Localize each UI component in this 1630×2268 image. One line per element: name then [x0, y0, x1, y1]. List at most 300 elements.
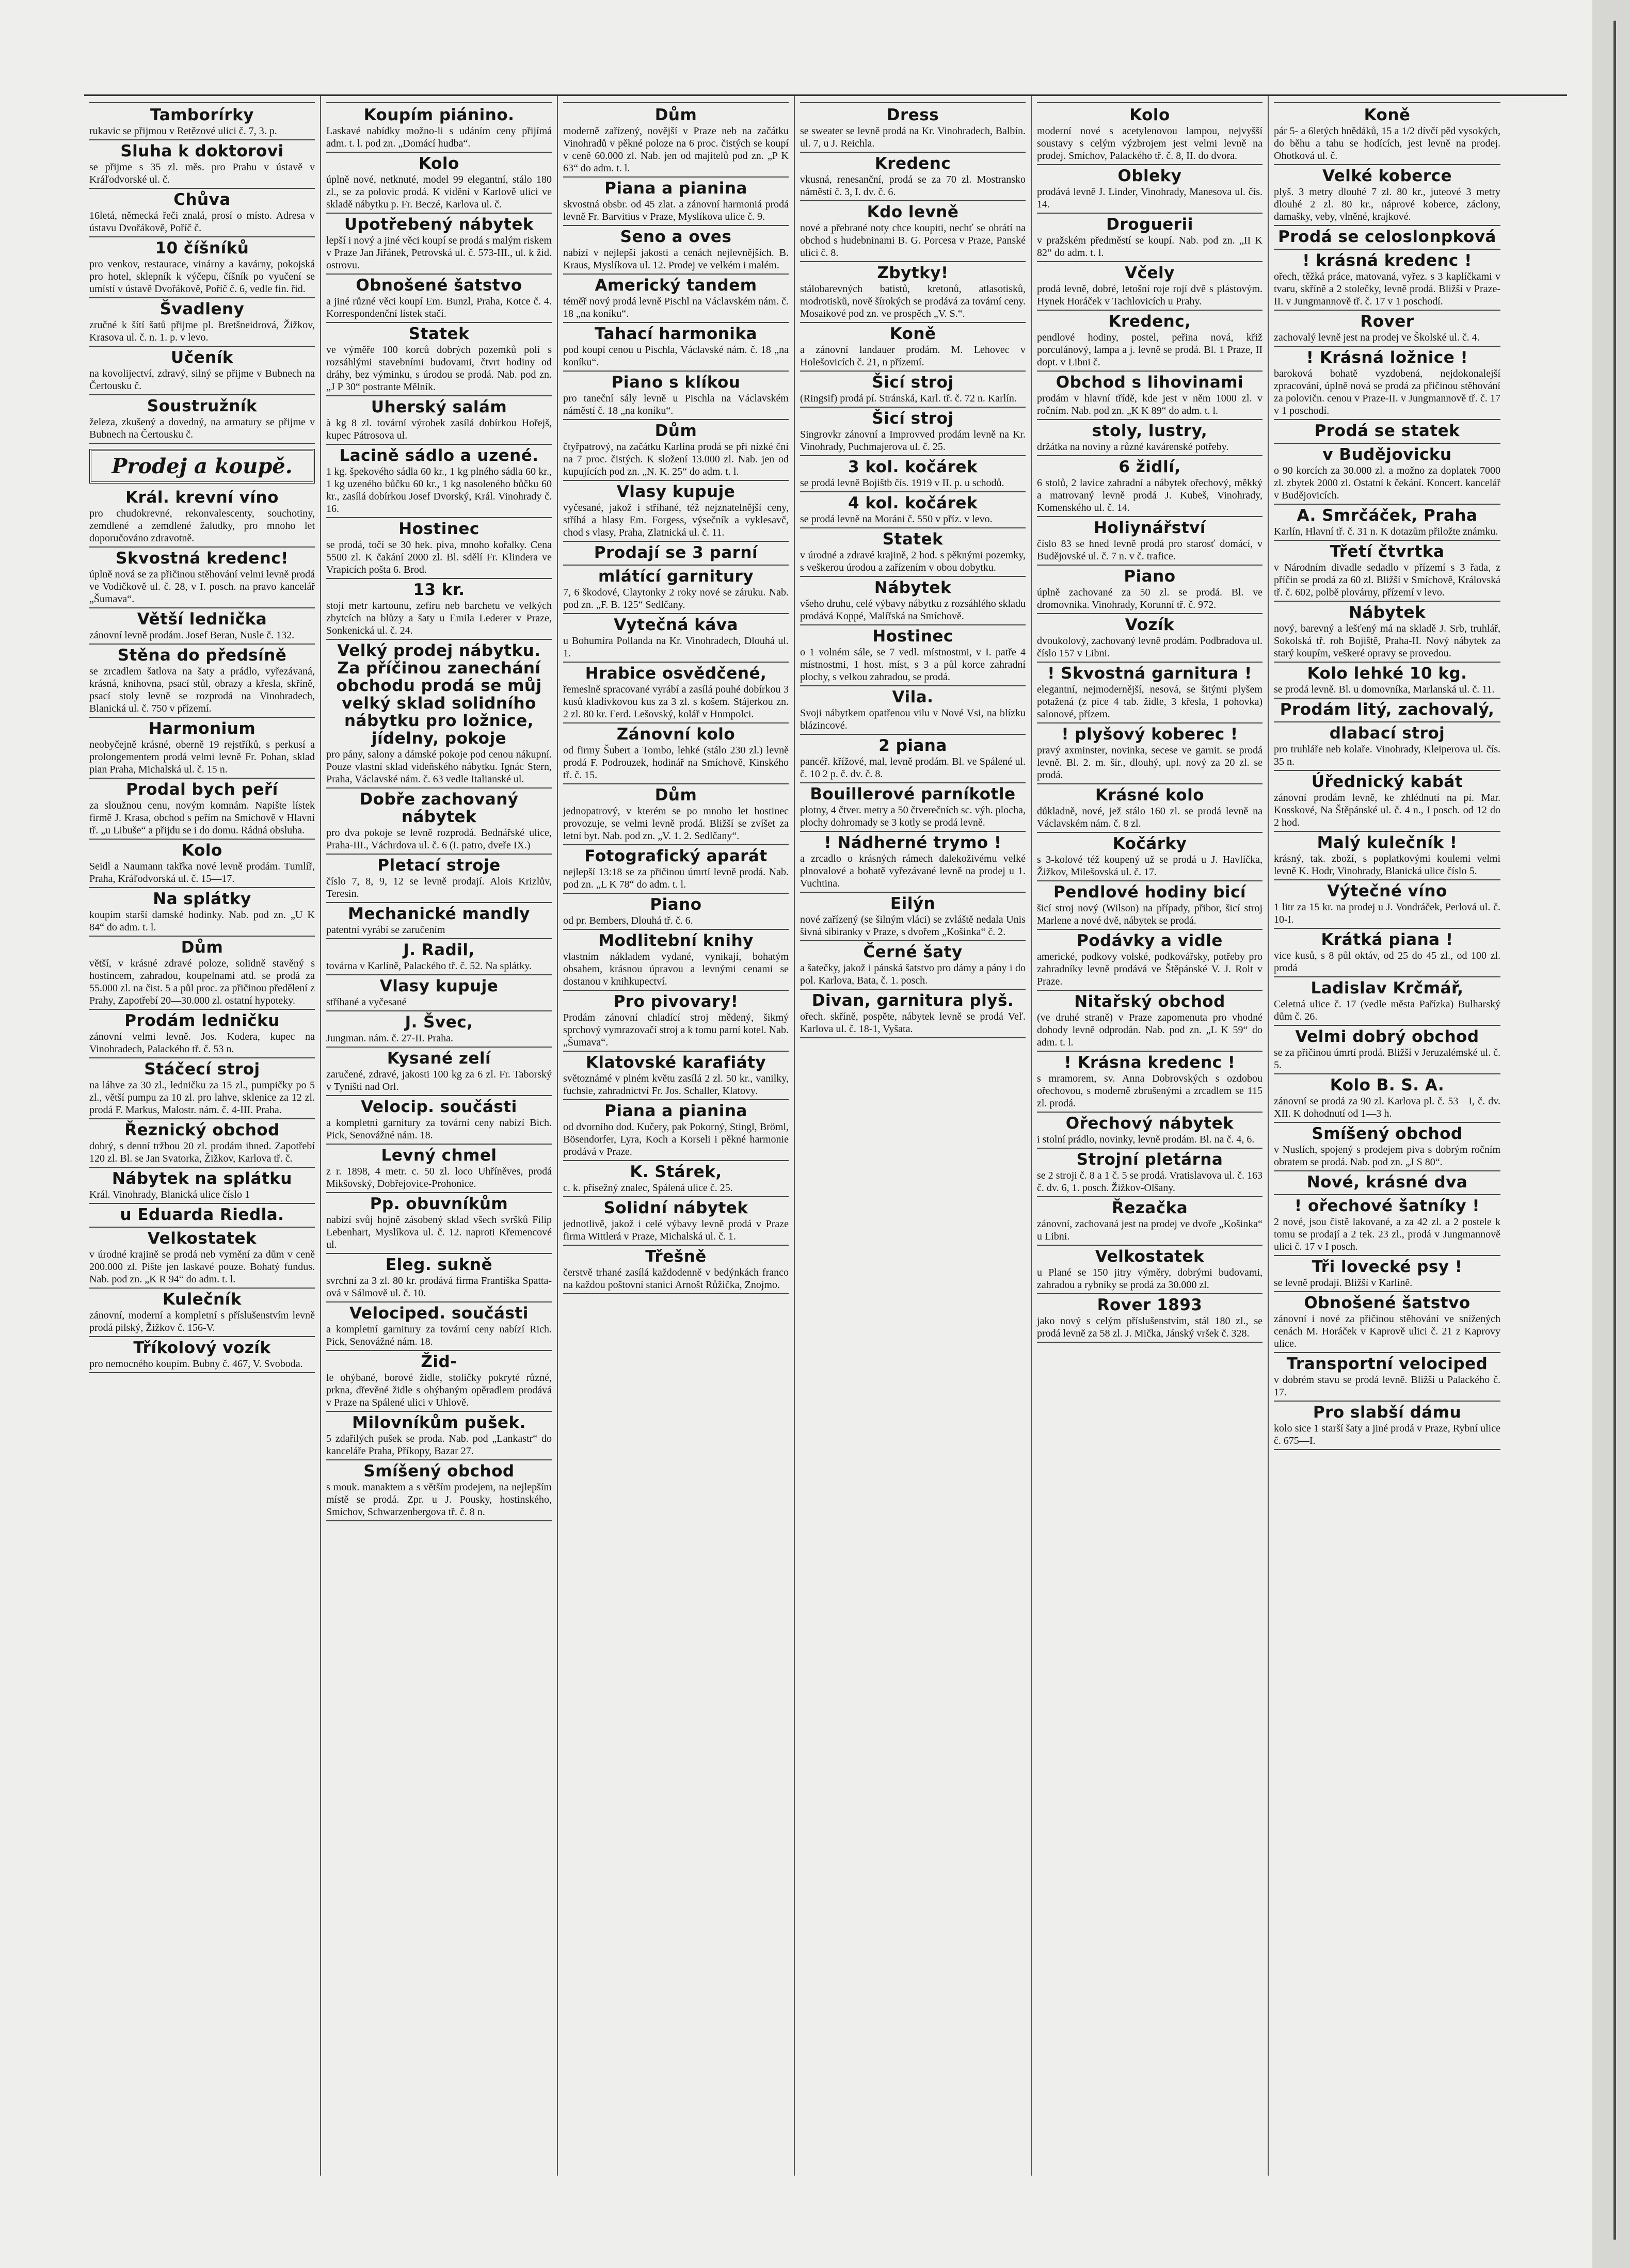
- ad-text: Jungman. nám. č. 27-II. Praha.: [326, 1033, 454, 1044]
- ad-heading: Hostinec: [398, 520, 480, 538]
- classified-ad: [563, 896, 789, 930]
- ad-heading: Statek: [408, 325, 470, 343]
- ad-heading: Americký tandem: [595, 276, 757, 295]
- classified-ad: [563, 993, 789, 1052]
- classified-ad: [563, 180, 789, 226]
- ad-text: čerstvě trhané zasílá každodenně v bedýnkách franco na každou poštovní stanici Arnošt Růžička, Znojmo.: [563, 1267, 789, 1291]
- classified-ad: [563, 325, 789, 372]
- classified-ad: [1274, 507, 1500, 541]
- classified-ad: [1274, 252, 1500, 311]
- ad-text: pro pány, salony a dámské pokoje pod cenou nákupní. Pouze vlastní sklad videňského nábytku. Ignác Stern, Praha, Václavské nám. č. 63 vedle Italianské ul.: [326, 749, 552, 785]
- ad-text: o 1 volném sále, se 7 vedl. místnostmi, v I. patře 4 místnostmi, 1 host. míst, s 3 a půl korce zahradní plochy, s velkou zahradou, se prodá.: [800, 647, 1026, 683]
- ad-text: lepší i nový a jiné věci koupí se prodá s malým riskem v Praze Jan Jiřánek, Petrovská ul. č. 573-III., ul. k žid. ostrovu.: [326, 235, 552, 271]
- ad-heading: v Budějovicku: [1322, 445, 1452, 464]
- classified-ad: [326, 520, 552, 579]
- ad-heading: Bouillerové parníkotle: [810, 785, 1016, 803]
- classified-ad: [1274, 701, 1500, 722]
- ad-text: vyčesané, jakož i stříhané, též nejznatelnější ceny, stříhá a hlasy Em. Forgess, výsečník a vyklesavč, chod s vlasy, Praha, Zlatnická ul. č. 11.: [563, 502, 789, 538]
- ad-text: nabízí svůj hojně zásobený sklad všech svršků Filip Lebenhart, Myslíkova ul. č. 12. naproti Křemencové ul.: [326, 1214, 552, 1250]
- ad-heading: Tamborírky: [150, 106, 254, 124]
- column-3-ads: [563, 106, 789, 1294]
- ad-text: Singrovkr zánovní a Improvved prodám levně na Kr. Vinohrady, Puchmajerova ul. č. 25.: [800, 429, 1026, 453]
- classified-ad: [800, 458, 1026, 492]
- ad-heading: Kolo B. S. A.: [1330, 1076, 1445, 1095]
- ad-text: elegantní, nejmodernější, nesová, se šitými plyšem potažená (z pice 4 tab. židle, 3 křesla, 1 pohovka) salonové, přízem.: [1037, 684, 1263, 720]
- ad-heading: Velmi dobrý obchod: [1295, 1027, 1479, 1046]
- ad-text: a zrcadlo o krásných rámech dalekoživému velké plnovalové a bohatě vyřezávané levně na prodej u 1. Vuchtina.: [800, 853, 1026, 889]
- ad-text: z r. 1898, 4 metr. c. 50 zl. loco Uhříněves, prodá Mikšovský, Dobřejovice-Prohonice.: [326, 1166, 552, 1189]
- ad-heading: Pendlové hodiny bicí: [1053, 883, 1247, 902]
- classified-ad: [89, 142, 315, 189]
- ad-text: Král. Vinohrady, Blanická ulice číslo 1: [89, 1189, 250, 1200]
- ad-text: od firmy Šubert a Tombo, lehké (stálo 230 zl.) levně prodá F. Podrouzek, hodinář na Smíchově, Kinského tř. č. 15.: [563, 745, 789, 781]
- ad-heading: Obnošené šatstvo: [356, 276, 522, 295]
- classified-ad: [1274, 773, 1500, 832]
- ad-heading: Prodají se 3 parní: [594, 543, 758, 562]
- ad-heading: Modlitební knihy: [598, 931, 754, 950]
- page-edge-rule: [1613, 21, 1616, 2240]
- ad-heading: Zbytky!: [877, 264, 949, 282]
- classified-ad: [89, 349, 315, 395]
- ad-heading: Šicí stroj: [872, 409, 954, 428]
- classified-ad: [1037, 1296, 1263, 1343]
- ad-text: plotny, 4 čtver. metry a 50 čtverečních sc. výh. plocha, plochy dohromady se 3 kotly se prodá levně.: [800, 805, 1026, 828]
- ad-text: úplně nová se za přičinou stěhování velmi levně prodá ve Vodičkově ul. č. 28, v I. posch. na pravo kancelář „Šumava“.: [89, 569, 315, 605]
- ad-heading: Upotřebený nábytek: [344, 215, 534, 234]
- ad-heading: Řeznický obchod: [124, 1121, 280, 1139]
- classified-ad: [1274, 446, 1500, 505]
- classified-ad: [326, 791, 552, 855]
- ad-heading: 6 židlí,: [1118, 458, 1181, 476]
- ad-text: pro dva pokoje se levně rozprodá. Bednářské ulice, Praha-III., Váchrdova ul. č. 6 (I. patro, dveře IX.): [326, 827, 552, 851]
- ad-heading: Dům: [654, 786, 697, 805]
- ad-text: světoznámé v plném květu zasílá 2 zl. 50 kr., vanilky, fuchsie, zahradnictví Fr. Jos. Schaller, Klatovy.: [563, 1073, 789, 1097]
- classified-ad: [89, 781, 315, 840]
- classified-ad: [800, 688, 1026, 735]
- classified-ad: [326, 325, 552, 396]
- ad-heading: Koně: [889, 325, 936, 343]
- column-header-rule: [1037, 96, 1263, 103]
- classified-ad: [800, 579, 1026, 625]
- ad-heading: Tříkolový vozík: [133, 1339, 271, 1357]
- classified-ad: [1037, 264, 1263, 311]
- classified-ad: [89, 1291, 315, 1337]
- ad-text: v úrodné krajině se prodá neb vymění za dům v ceně 200.000 zl. Pište jen laskavé pouze. Bohatý fundus. Nab. pod zn. „K R 94“ do adm. t. l.: [89, 1249, 315, 1285]
- ad-heading: 3 kol. kočárek: [848, 458, 978, 476]
- ad-heading: Piana a pianina: [604, 1102, 747, 1120]
- classified-ad: [1037, 993, 1263, 1052]
- ad-heading: Vlasy kupuje: [616, 482, 736, 501]
- ad-heading: K. Stárek,: [630, 1163, 722, 1181]
- ad-text: od dvorního dod. Kučery, pak Pokorný, Stingl, Bröml, Bösendorfer, Lyra, Koch a Korseli i pěkné harmonie prodává v Praze.: [563, 1121, 789, 1157]
- classified-ad: [1274, 1125, 1500, 1171]
- classified-ad: [1037, 1151, 1263, 1197]
- ad-text: zánovní i nové za přičinou stěhování ve snížených cenách M. Horáček v Kaprově ulici č. 21 z Kaprovy ulice.: [1274, 1313, 1500, 1349]
- ad-text: od pr. Bembers, Dlouhá tř. č. 6.: [563, 915, 693, 926]
- ad-heading: Krásné kolo: [1095, 786, 1205, 805]
- classified-ad: [1037, 458, 1263, 517]
- ad-text: nový, barevný a lešťený má na skladě J. Srb, truhlář, Sokolská tř. roh Bojiště, Praha-II. Nový nábytek za starý koupím, veškeré opravy se provedou.: [1274, 623, 1500, 659]
- ad-heading: Solidní nábytek: [603, 1199, 748, 1217]
- classified-ad: [563, 616, 789, 663]
- ad-text: 2 nové, jsou čistě lakované, a za 42 zl. a 2 postele k tomu se prodají a 2 tek. 23 zl., prodá v Jungmannově ulici č. 17 v I posch.: [1274, 1216, 1500, 1252]
- ad-heading: Malý kulečník !: [1317, 833, 1458, 852]
- classified-ad: [89, 1012, 315, 1058]
- ad-heading: mlátící garnitury: [598, 567, 754, 586]
- classified-ad: [326, 106, 552, 153]
- ad-text: v dobrém stavu se prodá levně. Bližší u Palackého č. 17.: [1274, 1374, 1500, 1398]
- ad-heading: Řezačka: [1111, 1199, 1188, 1217]
- ad-text: 5 zdařilých pušek se proda. Nab. pod „Lankastr“ do kanceláře Praha, Příkopy, Bazar 27.: [326, 1433, 552, 1457]
- ad-heading: Zánovní kolo: [616, 725, 736, 744]
- classified-ad: [1037, 616, 1263, 663]
- classified-ad: [800, 374, 1026, 408]
- classifieds-grid: [84, 94, 1567, 2176]
- ad-heading: Divan, garnitura plyš.: [811, 991, 1014, 1010]
- classified-ad: [1274, 1294, 1500, 1353]
- classified-ad: [89, 890, 315, 937]
- ad-text: téměř nový prodá levně Pischl na Václavském nám. č. 18 „na koníku“.: [563, 296, 789, 319]
- ad-heading: 13 kr.: [413, 581, 465, 599]
- ad-text: v Národním divadle sedadlo v přízemí s 3 řada, z příčin se prodá za 60 zl. Bližší v Smíchově, Královská tř. č. 602, polbě plovárny, přízemí v levo.: [1274, 562, 1500, 598]
- classified-ad: [89, 842, 315, 888]
- classified-ad: [326, 1147, 552, 1193]
- ad-heading: Transportní velociped: [1286, 1355, 1488, 1373]
- classified-ad: [800, 895, 1026, 941]
- classified-ad: [1037, 422, 1263, 456]
- ad-text: se prodá, točí se 30 hek. piva, mnoho kořalky. Cena 5500 zl. K čakání 2000 zl. Bl. sdělí Fr. Klindera ve Vrapicích pošta 6. Brod.: [326, 539, 552, 575]
- ad-text: držátka na noviny a různé kavárenské potřeby.: [1037, 441, 1229, 453]
- ad-heading: Rover: [1360, 312, 1414, 331]
- classified-ad: [1037, 1199, 1263, 1246]
- ad-heading: Kočárky: [1112, 834, 1187, 853]
- column-header-rule: [1274, 96, 1500, 103]
- ad-heading: Chůva: [173, 190, 231, 209]
- ad-heading: Velocip. součásti: [361, 1098, 517, 1116]
- ad-heading: Koně: [1364, 106, 1411, 124]
- ad-text: baroková bohatě vyzdobená, nejdokonalejší zpracování, úplně nová se prodá za přičinou stěhování za polovičn. cenou v Praze-II. v Jungmannově tř. č. 17 v 1 poschodí.: [1274, 368, 1500, 416]
- ad-text: zánovní velmi levně. Jos. Kodera, kupec na Vinohradech, Palackého tř. č. 53 n.: [89, 1031, 315, 1055]
- ad-text: a kompletní garnitury za tovární ceny nabízí Rich. Pick, Senovážné nám. 18.: [326, 1324, 552, 1347]
- ad-heading: Nové, krásné dva: [1306, 1173, 1468, 1192]
- ad-heading: Koupím piánino.: [363, 106, 515, 124]
- ad-heading: ! Krásná ložnice !: [1306, 348, 1468, 367]
- ad-text: a jiné různé věci koupí Em. Bunzl, Praha, Kotce č. 4. Korrespondenční lístek stačí.: [326, 296, 552, 319]
- ad-text: úplně zachované za 50 zl. se prodá. Bl. ve dromovnika. Vinohrady, Korunní tř. č. 972.: [1037, 587, 1263, 610]
- classified-ad: [326, 642, 552, 789]
- classified-ad: [1037, 167, 1263, 214]
- classified-ad: [89, 647, 315, 718]
- classified-ad: [563, 786, 789, 845]
- ad-text: zánovní, moderní a kompletní s příslušenstvím levně prodá pilský, Žižkov č. 156-V.: [89, 1310, 315, 1333]
- ad-text: skvostná obsbr. od 45 zlat. a zánovní harmoniá prodá levně Fr. Barvitius v Praze, Myslíkova ulice č. 9.: [563, 199, 789, 222]
- classified-ad: [1274, 979, 1500, 1026]
- classified-ad: [1037, 726, 1263, 784]
- ad-text: pro taneční sály levně u Pischla na Václavském náměstí č. 18 „na koníku“.: [563, 393, 789, 416]
- classified-ad: [1274, 1258, 1500, 1292]
- ad-heading: Kolo lehké 10 kg.: [1307, 664, 1467, 683]
- ad-heading: Dress: [886, 106, 939, 124]
- classified-ad: [1037, 786, 1263, 833]
- classified-ad: [1274, 106, 1500, 165]
- column-6: [1269, 96, 1506, 2176]
- classified-ad: [326, 1014, 552, 1048]
- ad-heading: Černé šaty: [863, 943, 963, 961]
- classified-ad: [326, 1414, 552, 1460]
- ad-heading: J. Švec,: [405, 1013, 473, 1032]
- ad-text: zaručené, zdravé, jakosti 100 kg za 6 zl. Fr. Taborský v Tyništi nad Orl.: [326, 1069, 552, 1092]
- column-1-ads: [89, 106, 315, 444]
- classified-ad: [1037, 106, 1263, 165]
- page-edge-margin: [1592, 0, 1630, 2268]
- classified-ad: [1274, 1355, 1500, 1402]
- ad-heading: Strojní pletárna: [1076, 1150, 1223, 1169]
- column-4-ads: [800, 106, 1026, 1038]
- classified-ad: [800, 264, 1026, 323]
- classified-ad: [89, 300, 315, 347]
- classified-ad: [800, 410, 1026, 456]
- classified-ad: [1274, 422, 1500, 444]
- ad-text: se prodá levně na Moráni č. 550 v příz. v levo.: [800, 513, 993, 525]
- column-5: [1032, 96, 1269, 2176]
- ad-heading: Hostinec: [872, 627, 953, 646]
- classified-ad: [326, 941, 552, 975]
- ad-heading: Piano: [1124, 567, 1176, 586]
- ad-heading: dlabací stroj: [1329, 724, 1445, 743]
- ad-heading: Prodal bych peří: [126, 780, 278, 799]
- ad-text: řemeslně spracované vyrábí a zasílá pouhé dobírkou 3 kusů kladívkovou kus za 3 zl. s košem. Stájerkou zn. 2 zl. 80 kr. Ferd. Lešovský, kolář v Hnmpolci.: [563, 684, 789, 720]
- ad-text: čtyřpatrový, na začátku Karlína prodá se při nízké ční na 7 proc. čistých. K složení 13.000 zl. Nab. jen od kupujících pod zn. „N. K. 25“ do adm. t. l.: [563, 441, 789, 477]
- ad-heading: ! krásná kredenc !: [1302, 251, 1472, 270]
- ad-text: jako nový s celým příslušenstvím, stál 180 zl., se prodá levně za 58 zl. J. Mička, Jánský vršek č. 328.: [1037, 1315, 1263, 1339]
- ad-heading: Tahací harmonika: [595, 325, 757, 343]
- ad-heading: Kolo: [1129, 106, 1170, 124]
- ad-heading: Pp. obuvníkům: [370, 1195, 508, 1213]
- classified-ad: [1274, 1076, 1500, 1123]
- ad-text: krásný, tak. zboží, s poplatkovými koulemi velmi levně K. Hodr, Vinohrady, Blanická ulice číslo 5.: [1274, 853, 1500, 877]
- ad-text: a zánovní landauer prodám. M. Lehovec v Holešovicích č. 21, n přízemí.: [800, 344, 1026, 368]
- ad-text: pro nemocného koupím. Bubny č. 467, V. Svoboda.: [89, 1358, 303, 1370]
- classified-ad: [326, 1195, 552, 1254]
- classified-ad: [1037, 216, 1263, 262]
- ad-heading: Nábytek: [1348, 603, 1426, 622]
- classified-ad: [326, 857, 552, 903]
- ad-heading: Obnošené šatstvo: [1304, 1294, 1471, 1312]
- ad-text: prodává levně J. Linder, Vinohrady, Manesova ul. čís. 14.: [1037, 186, 1263, 210]
- column-4: [795, 96, 1032, 2176]
- ad-heading: u Eduarda Riedla.: [120, 1205, 284, 1224]
- ad-heading: J. Radil,: [403, 941, 475, 959]
- ad-heading: Kolo: [182, 841, 222, 860]
- ad-text: ořech. skříně, pospěte, nábytek levně se prodá Veľ. Karlova ul. č. 18-1, Vyšata.: [800, 1011, 1026, 1035]
- classified-ad: [89, 239, 315, 298]
- classified-ad: [326, 1050, 552, 1096]
- ad-heading: Dům: [181, 938, 223, 957]
- column-header-rule: [800, 96, 1026, 103]
- ad-text: Prodám zánovní chladící stroj mědený, šikmý sprchový vymrazovačí stroj a k tomu parní kotel. Nab. „Šumava“.: [563, 1012, 789, 1048]
- ad-heading: Droguerii: [1106, 215, 1193, 234]
- ad-heading: Levný chmel: [381, 1146, 497, 1165]
- classified-ad: [1274, 725, 1500, 771]
- classified-ad: [326, 447, 552, 518]
- classified-ad: [89, 720, 315, 779]
- ad-text: Celetná ulice č. 17 (vedle města Pařízka) Bulharský dům č. 26.: [1274, 999, 1500, 1022]
- classified-ad: [1037, 519, 1263, 566]
- ad-text: neobyčejně krásné, oberně 19 rejstříků, s perkusí a prolongementem prodá velmi levně Fr. Pohan, sklad pian Praha, Michalská ul. č. 15 n.: [89, 739, 315, 775]
- ad-heading: Nitařský obchod: [1074, 992, 1225, 1011]
- classified-ad: [1274, 313, 1500, 347]
- classified-ad: [1274, 543, 1500, 602]
- ad-text: a šatečky, jakož i pánská šatstvo pro dámy a pány i do pol. Karlova, Bata, č. 1. posch.: [800, 962, 1026, 986]
- ad-heading: Třešně: [645, 1247, 707, 1266]
- ad-heading: Šicí stroj: [872, 373, 954, 392]
- classified-ad: [326, 277, 552, 323]
- ad-text: pár 5- a 6letých hnědáků, 15 a 1/2 dívčí pěd vysokých, do běhu a tahu se hodících, jest levně na prodej. Ohotková ul. č.: [1274, 125, 1500, 162]
- ad-heading: Statek: [882, 530, 944, 549]
- ad-text: patentní vyrábí se zaručením: [326, 924, 445, 936]
- ad-text: se za přičinou úmrtí prodá. Bližší v Jeruzalémské ul. č. 5.: [1274, 1047, 1500, 1071]
- section-banner: [89, 449, 315, 484]
- classified-ad: [89, 610, 315, 645]
- classified-ad: [563, 665, 789, 723]
- classified-ad: [800, 106, 1026, 153]
- ad-heading: Rover 1893: [1097, 1296, 1203, 1314]
- classified-ad: [326, 398, 552, 445]
- ad-heading: Podávky a vidle: [1077, 931, 1223, 950]
- ad-heading: Obchod s lihovinami: [1056, 373, 1244, 392]
- ad-text: jednotlivě, jakož i celé výbavy levně prodá v Praze firma Wittlerá v Praze, Michalská ul. č. 1.: [563, 1218, 789, 1242]
- ad-heading: Harmonium: [148, 719, 256, 738]
- ad-text: s 3-kolové též koupený už se prodá u J. Havlíčka, Žižkov, Milešovská ul. č. 17.: [1037, 854, 1263, 878]
- classified-ad: [1037, 883, 1263, 930]
- column-5-ads: [1037, 106, 1263, 1343]
- ad-heading: Piano: [650, 895, 702, 914]
- ad-heading: Velkostatek: [147, 1229, 257, 1248]
- classified-ad: [563, 106, 789, 178]
- ad-text: u Plané se 150 jitry výměry, dobrými budovami, zahradou a rybníky se prodá za 30.000 zl.: [1037, 1267, 1263, 1291]
- classified-ad: [563, 1248, 789, 1294]
- column-2: [321, 96, 558, 2176]
- classified-ad: [563, 228, 789, 275]
- ad-heading: Pro slabší dámu: [1313, 1403, 1462, 1422]
- ad-heading: Lacině sádlo a uzené.: [339, 446, 539, 465]
- ad-text: prodám v hlavní třídě, kde jest v něm 1000 zl. v ročním. Nab. pod zn. „K K 89“ do adm. t. l.: [1037, 393, 1263, 416]
- ad-heading: Prodá se celoslonpková: [1278, 228, 1496, 246]
- ad-text: moderně zařízený, novější v Praze neb na začátku Vinohradů v pěkné poloze na 6 proc. čistých se koupí v ceně 60.000 zl. Nab. jen od majitelů pod zn. „P K 63“ do adm. t. l.: [563, 125, 789, 174]
- classified-ad: [563, 568, 789, 614]
- ad-heading: Velké koberce: [1322, 167, 1452, 185]
- ad-text: se prodá levně. Bl. u domovníka, Marlanská ul. č. 11.: [1274, 684, 1495, 695]
- classified-ad: [800, 785, 1026, 832]
- ad-heading: Úřednický kabát: [1311, 773, 1463, 791]
- ad-heading: Nábytek na splátku: [112, 1169, 292, 1188]
- column-1-ads-sale: [89, 489, 315, 1373]
- ad-text: 1 litr za 15 kr. na prodej u J. Vondráček, Perlová ul. č. 10-I.: [1274, 902, 1500, 925]
- ad-heading: 10 číšníků: [155, 239, 249, 258]
- ad-heading: Pletací stroje: [377, 856, 501, 875]
- ad-heading: Krátká piana !: [1321, 930, 1453, 949]
- ad-heading: ! plyšový koberec !: [1061, 725, 1238, 744]
- classified-ad: [1274, 228, 1500, 250]
- ad-heading: Klatovské karafiáty: [585, 1053, 766, 1072]
- classified-ad: [800, 155, 1026, 201]
- classified-ad: [1274, 349, 1500, 420]
- classified-ad: [1274, 1404, 1500, 1450]
- ad-text: zachovalý levně jest na prodej ve Školské ul. č. 4.: [1274, 332, 1480, 343]
- ad-heading: Stáčecí stroj: [144, 1060, 260, 1079]
- ad-text: i stolní prádlo, novinky, levně prodám. Bl. na č. 4, 6.: [1037, 1134, 1255, 1145]
- column-header-rule: [326, 96, 552, 103]
- ad-heading: Třetí čtvrtka: [1330, 542, 1445, 561]
- ad-text: a kompletní garnitury za tovární ceny nabízí Bich. Pick, Senovážné nám. 18.: [326, 1117, 552, 1141]
- classified-ad: [326, 581, 552, 640]
- ad-text: dobrý, s denní tržbou 20 zl. prodám ihned. Zapotřebí 120 zl. Bl. se Jan Svatorka, Žižkov, Karlova tř. č.: [89, 1140, 315, 1164]
- classified-ad: [800, 992, 1026, 1038]
- ad-text: Svoji nábytkem opatřenou vilu v Nové Vsi, na blízku blázincové.: [800, 707, 1026, 731]
- column-6-ads: [1274, 106, 1500, 1450]
- classified-ad: [563, 422, 789, 481]
- ad-heading: Kredenc: [874, 154, 951, 173]
- ad-heading: Kdo levně: [867, 203, 959, 221]
- ad-text: vkusná, renesanční, prodá se za 70 zl. Mostransko náměstí č. 3, I. dv. č. 6.: [800, 174, 1026, 198]
- ad-text: v Nuslích, spojený s prodejem piva s dobrým ročním obratem se prodá. Nab. pod zn. „J S 80“.: [1274, 1144, 1500, 1168]
- ad-heading: Dobře zachovaný nábytek: [359, 790, 519, 826]
- ad-text: stříhané a vyčesané: [326, 996, 407, 1008]
- ad-text: zánovní levně prodám. Josef Beran, Nusle č. 132.: [89, 630, 295, 641]
- ad-text: koupím starší damské hodinky. Nab. pod zn. „U K 84“ do adm. t. l.: [89, 909, 315, 933]
- ad-heading: Skvostná kredenc!: [116, 549, 289, 568]
- ad-text: se přijme s 35 zl. měs. pro Prahu v ústavě v Kráľodvorské ul. č.: [89, 162, 315, 185]
- ad-text: továrna v Karlíně, Palackého tř. č. 52. Na splátky.: [326, 960, 532, 972]
- ad-text: 1 kg. špekového sádla 60 kr., 1 kg plného sádla 60 kr., 1 kg uzeného bůčku 60 kr., 1 kg nasoleného bůčku 60 kr., zasílá dobírkou Josef Dvorský, Král. Vinohrady č. 16.: [326, 466, 552, 514]
- classified-ad: [326, 905, 552, 939]
- ad-heading: Vlasy kupuje: [379, 977, 499, 995]
- ad-heading: Ladislav Krčmář,: [1311, 979, 1464, 998]
- ad-heading: Větší lednička: [137, 610, 267, 629]
- ad-text: moderní nové s acetylenovou lampou, nejvyšší soustavy s celým výzbrojem jest velmi levně na prodej. Smíchov, Palackého tř. č. 8, II. do dvora.: [1037, 125, 1263, 162]
- ad-text: à kg 8 zl. tovární výrobek zasílá dobírkou Hořejš, kupec Pátrosova ul.: [326, 417, 552, 441]
- ad-text: c. k. přísežný znalec, Spálená ulice č. 25.: [563, 1182, 733, 1194]
- ad-text: rukavic se přijmou v Retězové ulici č. 7, 3. p.: [89, 125, 277, 137]
- classified-ad: [800, 737, 1026, 783]
- classified-ad: [89, 1206, 315, 1228]
- classified-ad: [563, 277, 789, 323]
- classified-ad: [563, 1054, 789, 1100]
- ad-heading: Učeník: [171, 348, 233, 367]
- classified-ad: [326, 1353, 552, 1412]
- ad-heading: Fotografický aparát: [584, 847, 768, 865]
- ad-text: s mouk. manaktem a s větším prodejem, na nejlepším místě se prodá. Zpr. u J. Pousky, hostinského, Smíchov, Schwarzenbergova tř. č. 8 n.: [326, 1482, 552, 1518]
- column-2-ads: [326, 106, 552, 1521]
- ad-text: (ve druhé straně) v Praze zapomenuta pro vhodné dohody levně odprodán. Nab. pod zn. „L K 59“ do adm. t. l.: [1037, 1012, 1263, 1048]
- ad-text: za sloužnou cenu, novým komnám. Napište lístek firmě J. Krasa, obchod s peřím na Smíchově v Hlavní tř. „u Libuše“ a přijdu se i do domu. Rádná obsluha.: [89, 800, 315, 836]
- ad-heading: Král. krevní víno: [125, 488, 279, 507]
- ad-heading: Kysané zelí: [387, 1049, 491, 1068]
- classified-ad: [800, 203, 1026, 262]
- ad-text: úplně nové, netknuté, model 99 elegantní, stálo 180 zl., se za polovic prodá. K vidění v Karlově ulici ve skladě nábytku p. Fr. Beczé, Karlova ul. č.: [326, 174, 552, 210]
- ad-text: s mramorem, sv. Anna Dobrovských s ozdobou ořechovou, s moderně zbrušenými a zrcadlem se 115 zl. prodá.: [1037, 1073, 1263, 1109]
- classified-ad: [89, 106, 315, 140]
- ad-heading: Soustružník: [147, 397, 258, 415]
- ad-text: pancéř. křížové, mal, levně prodám. Bl. ve Spálené ul. č. 10 2 p. č. dv. č. 8.: [800, 756, 1026, 780]
- classified-ad: [1274, 1028, 1500, 1074]
- ad-heading: Prodám litý, zachovalý,: [1280, 700, 1495, 719]
- ad-text: u Bohumíra Pollanda na Kr. Vinohradech, Dlouhá ul. 1.: [563, 635, 789, 659]
- classified-ad: [89, 1121, 315, 1168]
- classified-ad: [1037, 932, 1263, 991]
- classified-ad: [326, 1098, 552, 1145]
- column-1: [84, 96, 321, 2176]
